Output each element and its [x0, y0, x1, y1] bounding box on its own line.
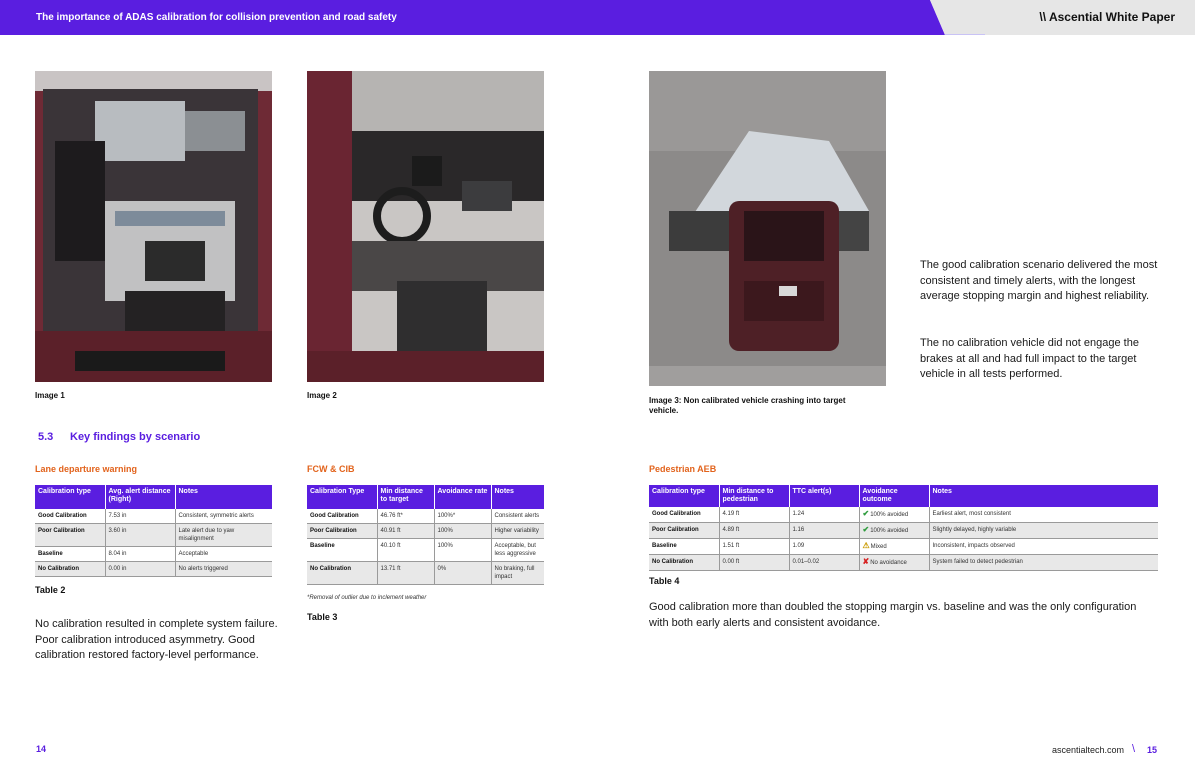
- table-cell: 0.00 ft: [719, 555, 789, 571]
- table-row: [307, 524, 544, 539]
- table-cell: [859, 539, 929, 555]
- table-cell: 13.71 ft: [377, 562, 434, 585]
- image-caption: Image 2: [307, 391, 337, 400]
- column-header: Min distance to target: [377, 485, 434, 509]
- image-caption: Image 3: Non calibrated vehicle crashing into target vehicle.: [649, 396, 846, 415]
- outcome-label: Mixed: [870, 544, 887, 550]
- table-title-pedestrian-aeb: Pedestrian AEB: [649, 464, 717, 474]
- table-cell: Good Calibration: [307, 509, 377, 524]
- table-cell: No Calibration: [307, 562, 377, 585]
- table-cell: No Calibration: [649, 555, 719, 571]
- table-cell: No alerts triggered: [175, 562, 272, 577]
- table-cell: 1.24: [789, 507, 859, 523]
- table-footnote: *Removal of outlier due to inclement weather: [307, 595, 427, 601]
- table-cell: No braking, full impact: [491, 562, 544, 585]
- table-cell: Good Calibration: [649, 507, 719, 523]
- table-row: [307, 562, 544, 585]
- table-cell: 1.09: [789, 539, 859, 555]
- x-icon: ✘: [862, 557, 870, 566]
- table-title-lane-departure: Lane departure warning: [35, 464, 138, 474]
- table-cell: 4.89 ft: [719, 523, 789, 539]
- table-cell: 3.60 in: [105, 524, 175, 547]
- outcome-label: 100% avoided: [870, 528, 909, 534]
- divider: [945, 34, 985, 35]
- table-cell: System failed to detect pedestrian: [929, 555, 1158, 571]
- table-cell: Consistent, symmetric alerts: [175, 509, 272, 524]
- table-row: [649, 507, 1158, 523]
- pedestrian-aeb-table: [649, 485, 1158, 571]
- table-cell: [859, 507, 929, 523]
- table-cell: 40.10 ft: [377, 539, 434, 562]
- table-cell: Poor Calibration: [649, 523, 719, 539]
- brand-label: \\ Ascential White Paper: [1039, 10, 1175, 24]
- table-cell: Baseline: [35, 547, 105, 562]
- table-cell: No Calibration: [35, 562, 105, 577]
- table-row: [35, 547, 272, 562]
- table-caption: Table 2: [35, 585, 66, 595]
- column-header: Notes: [175, 485, 272, 509]
- table-cell: 7.53 in: [105, 509, 175, 524]
- table-row: [307, 509, 544, 524]
- table-cell: Baseline: [307, 539, 377, 562]
- footer-divider-slash: \: [1132, 743, 1136, 755]
- section-title: Key findings by scenario: [70, 431, 201, 443]
- table-cell: 0.01–0.02: [789, 555, 859, 571]
- table-cell: 1.16: [789, 523, 859, 539]
- table-cell: Consistent alerts: [491, 509, 544, 524]
- table-cell: 0%: [434, 562, 491, 585]
- table-cell: Baseline: [649, 539, 719, 555]
- table-cell: 100%*: [434, 509, 491, 524]
- column-header: Calibration Type: [307, 485, 377, 509]
- column-header: Min distance to pedestrian: [719, 485, 789, 507]
- table-row: [649, 555, 1158, 571]
- photo-driver-seat-laptop: [307, 71, 544, 382]
- table-title-fcw-cib: FCW & CIB: [307, 464, 355, 474]
- table-cell: 100%: [434, 539, 491, 562]
- check-icon: ✔: [862, 509, 870, 518]
- outcome-label: 100% avoided: [870, 512, 909, 518]
- table-cell: [859, 523, 929, 539]
- table-row: [35, 524, 272, 547]
- table-cell: Acceptable, but less aggressive: [491, 539, 544, 562]
- lane-departure-summary: No calibration resulted in complete system failure. Poor calibration introduced asymmetry. Good calibration restored factory-level performance.: [35, 618, 278, 661]
- table-cell: 1.51 ft: [719, 539, 789, 555]
- table-row: [35, 562, 272, 577]
- table-cell: Slightly delayed, highly variable: [929, 523, 1158, 539]
- table-cell: 40.91 ft: [377, 524, 434, 539]
- table-row: [649, 539, 1158, 555]
- document-title: The importance of ADAS calibration for collision prevention and road safety: [36, 12, 397, 23]
- page-number-right: 15: [1147, 745, 1158, 755]
- column-header: Calibration type: [649, 485, 719, 507]
- pedestrian-aeb-summary: Good calibration more than doubled the stopping margin vs. baseline and was the only configuration with both early alerts and consistent avoidance.: [649, 601, 1137, 629]
- table-cell: Late alert due to yaw misalignment: [175, 524, 272, 547]
- summary-paragraph-good-calibration: The good calibration scenario delivered the most consistent and timely alerts, with the longest average stopping margin and highest reliability.: [920, 259, 1158, 302]
- table-cell: 46.76 ft*: [377, 509, 434, 524]
- table-cell: 0.00 in: [105, 562, 175, 577]
- table-row: [35, 509, 272, 524]
- column-header: Avg. alert distance (Right): [105, 485, 175, 509]
- table-cell: Earliest alert, most consistent: [929, 507, 1158, 523]
- table-cell: Good Calibration: [35, 509, 105, 524]
- table-cell: Inconsistent, impacts observed: [929, 539, 1158, 555]
- fcw-cib-table: [307, 485, 544, 585]
- table-cell: 100%: [434, 524, 491, 539]
- column-header: Avoidance rate: [434, 485, 491, 509]
- warning-icon: ⚠: [862, 541, 870, 550]
- lane-departure-table: [35, 485, 272, 577]
- table-cell: Poor Calibration: [307, 524, 377, 539]
- table-cell: Poor Calibration: [35, 524, 105, 547]
- table-cell: Higher variability: [491, 524, 544, 539]
- photo-crash-target-vehicle: [649, 71, 886, 386]
- column-header: Calibration type: [35, 485, 105, 509]
- outcome-label: No avoidance: [870, 560, 907, 566]
- column-header: Notes: [929, 485, 1158, 507]
- table-row: [649, 523, 1158, 539]
- table-caption: Table 3: [307, 612, 338, 622]
- summary-paragraph-no-calibration: The no calibration vehicle did not engage the brakes at all and had full impact to the target vehicle in all tests performed.: [920, 337, 1139, 380]
- photo-car-interior-rig: [35, 71, 272, 382]
- table-cell: 4.19 ft: [719, 507, 789, 523]
- column-header: Avoidance outcome: [859, 485, 929, 507]
- table-cell: 8.04 in: [105, 547, 175, 562]
- footer-website: ascentialtech.com: [1052, 745, 1125, 755]
- image-caption: Image 1: [35, 391, 65, 400]
- page-number-left: 14: [36, 744, 47, 754]
- table-caption: Table 4: [649, 576, 680, 586]
- column-header: Notes: [491, 485, 544, 509]
- check-icon: ✔: [862, 525, 870, 534]
- table-cell: Acceptable: [175, 547, 272, 562]
- table-row: [307, 539, 544, 562]
- table-cell: [859, 555, 929, 571]
- section-number: 5.3: [38, 431, 54, 443]
- column-header: TTC alert(s): [789, 485, 859, 507]
